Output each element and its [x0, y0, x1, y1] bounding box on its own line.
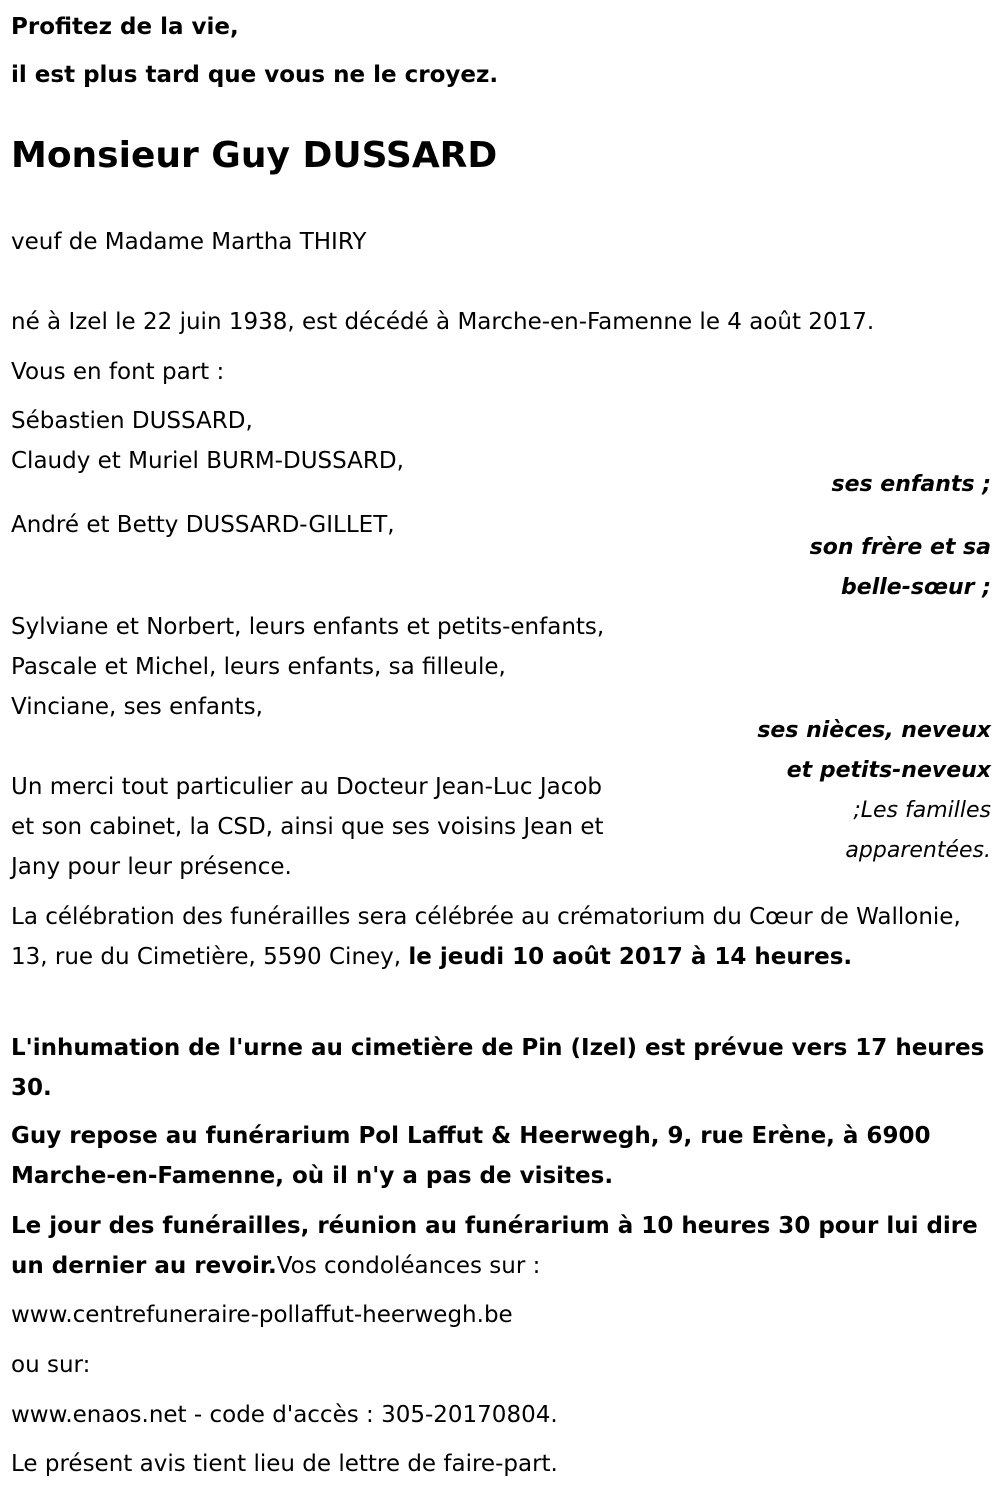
announcers-intro: Vous en font part : — [11, 359, 225, 385]
ceremony-paragraph — [11, 897, 989, 977]
or-on-text: ou sur: — [11, 1352, 91, 1378]
funeral-day-paragraph — [11, 1206, 989, 1286]
motto-line-2: il est plus tard que vous ne le croyez. — [11, 62, 499, 88]
thanks-line-1: Un merci tout particulier au Docteur Jean-Luc Jacob — [11, 774, 603, 800]
children-relation: ses enfants ; — [831, 472, 991, 497]
child-2: Claudy et Muriel BURM-DUSSARD, — [11, 448, 404, 474]
niece-line-3: Vinciane, ses enfants, — [11, 694, 263, 720]
families-line-2: apparentées. — [845, 838, 991, 863]
website-link-2[interactable]: www.enaos.net - code d'accès : 305-20170804. — [11, 1402, 558, 1428]
widower-of: veuf de Madame Martha THIRY — [11, 229, 367, 255]
niece-line-1: Sylviane et Norbert, leurs enfants et petits-enfants, — [11, 614, 605, 640]
child-1: Sébastien DUSSARD, — [11, 408, 253, 434]
sibling-relation-line-1: son frère et sa — [809, 535, 991, 560]
condolences-intro: Vos condoléances sur : — [276, 1253, 541, 1279]
deceased-name: Monsieur Guy DUSSARD — [11, 135, 498, 176]
nieces-relation-line-1: ses nièces, neveux — [757, 718, 991, 743]
nieces-relation-line-2: et petits-neveux — [786, 758, 991, 783]
ceremony-date: le jeudi 10 août 2017 à 14 heures. — [408, 944, 853, 970]
sibling: André et Betty DUSSARD-GILLET, — [11, 512, 395, 538]
rest-paragraph: Guy repose au funérarium Pol Laffut & Heerwegh, 9, rue Erène, à 6900 Marche-en-Famenne, où il n'y a pas de visites. — [11, 1123, 931, 1189]
website-link-1[interactable]: www.centrefuneraire-pollaffut-heerwegh.be — [11, 1302, 513, 1328]
funeral-day-text: Le jour des funérailles, réunion au funérarium à 10 heures 30 pour lui dire un dernier au revoir. — [11, 1213, 978, 1279]
sibling-relation-line-2: belle-sœur ; — [841, 575, 991, 600]
families-line-1: ;Les familles — [853, 798, 991, 823]
thanks-line-2: et son cabinet, la CSD, ainsi que ses voisins Jean et — [11, 814, 604, 840]
motto-line-1: Profitez de la vie, — [11, 14, 239, 40]
thanks-line-3: Jany pour leur présence. — [11, 854, 292, 880]
niece-line-2: Pascale et Michel, leurs enfants, sa filleule, — [11, 654, 506, 680]
ceremony-text: La célébration des funérailles sera célébrée au crématorium du Cœur de Wallonie, 13, rue du Cimetière, 5590 Ciney, — [11, 904, 961, 970]
birth-death-statement: né à Izel le 22 juin 1938, est décédé à Marche-en-Famenne le 4 août 2017. — [11, 309, 875, 335]
closing-statement: Le présent avis tient lieu de lettre de faire-part. — [11, 1451, 558, 1477]
burial-paragraph: L'inhumation de l'urne au cimetière de Pin (Izel) est prévue vers 17 heures 30. — [11, 1035, 985, 1101]
